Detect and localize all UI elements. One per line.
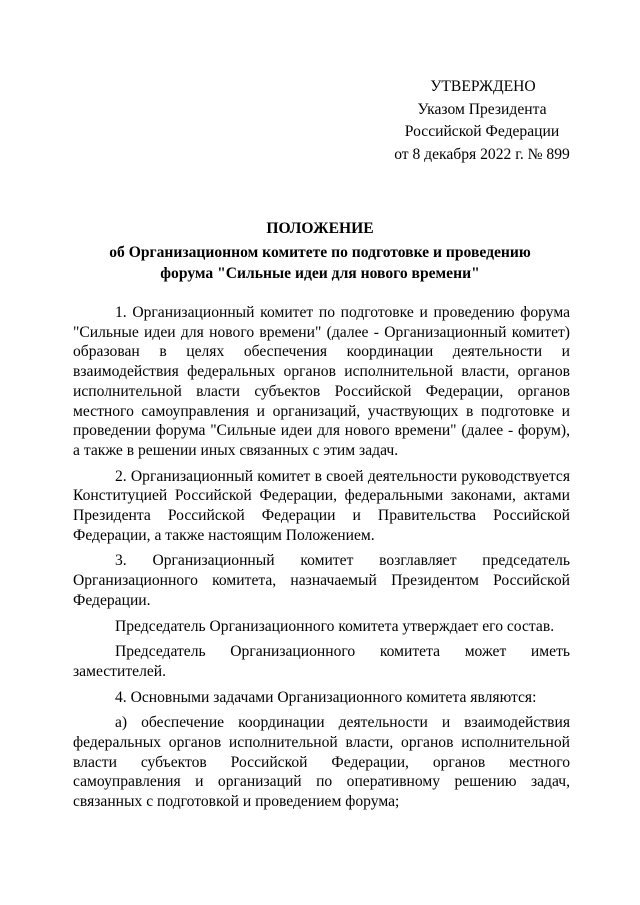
document-title: ПОЛОЖЕНИЕ: [266, 220, 374, 237]
paragraph-1: 1. Организационный комитет по подготовке и проведению форума "Сильные идеи для нового времени" (далее - Организационный комитет) образован в целях обеспечения координации деятельности и взаимодействия федеральных органов исполнительной власти, органов исполнительной власти субъектов Российской Федерации, органов местного самоуправления и организаций, участвующих в подготовке и проведении форума "Сильные идеи для нового времени" (далее - форум), а также в решении иных связанных с этим задач.: [73, 304, 570, 459]
document-subtitle-line-1: об Организационном комитете по подготовке и проведению: [109, 243, 531, 261]
approval-line-date: от 8 декабря 2022 г. № 899: [394, 145, 570, 163]
document-body: [73, 303, 570, 812]
paragraph-chairman-deputies: Председатель Организационного комитета может иметь заместителей.: [73, 643, 570, 680]
document-subtitle-line-2: форума "Сильные идеи для нового времени": [160, 265, 480, 282]
approval-heading: УТВЕРЖДЕНО: [430, 78, 536, 95]
approval-stamp: [372, 76, 592, 166]
approval-line-country: Российской Федерации: [404, 123, 560, 140]
document-title-block: [60, 218, 580, 285]
paragraph-4: 4. Основными задачами Организационного комитета являются:: [115, 688, 537, 706]
paragraph-2: 2. Организационный комитет в своей деятельности руководствуется Конституцией Российской Федерации, федеральными законами, актами Президента Российской Федерации и Правительства Российской Федерации, а также настоящим Положением.: [73, 467, 570, 544]
paragraph-chairman-approves: Председатель Организационного комитета утверждает его состав.: [115, 617, 555, 635]
paragraph-3: 3. Организационный комитет возглавляет председатель Организационного комитета, назначаемый Президентом Российской Федерации.: [73, 552, 570, 609]
approval-line-decree: Указом Президента: [417, 100, 547, 118]
paragraph-4a: а) обеспечение координации деятельности и взаимодействия федеральных органов исполнительной власти, органов исполнительной власти субъектов Российской Федерации, органов местного самоуправления и организаций по оперативному решению задач, связанных с подготовкой и проведением форума;: [73, 714, 570, 811]
